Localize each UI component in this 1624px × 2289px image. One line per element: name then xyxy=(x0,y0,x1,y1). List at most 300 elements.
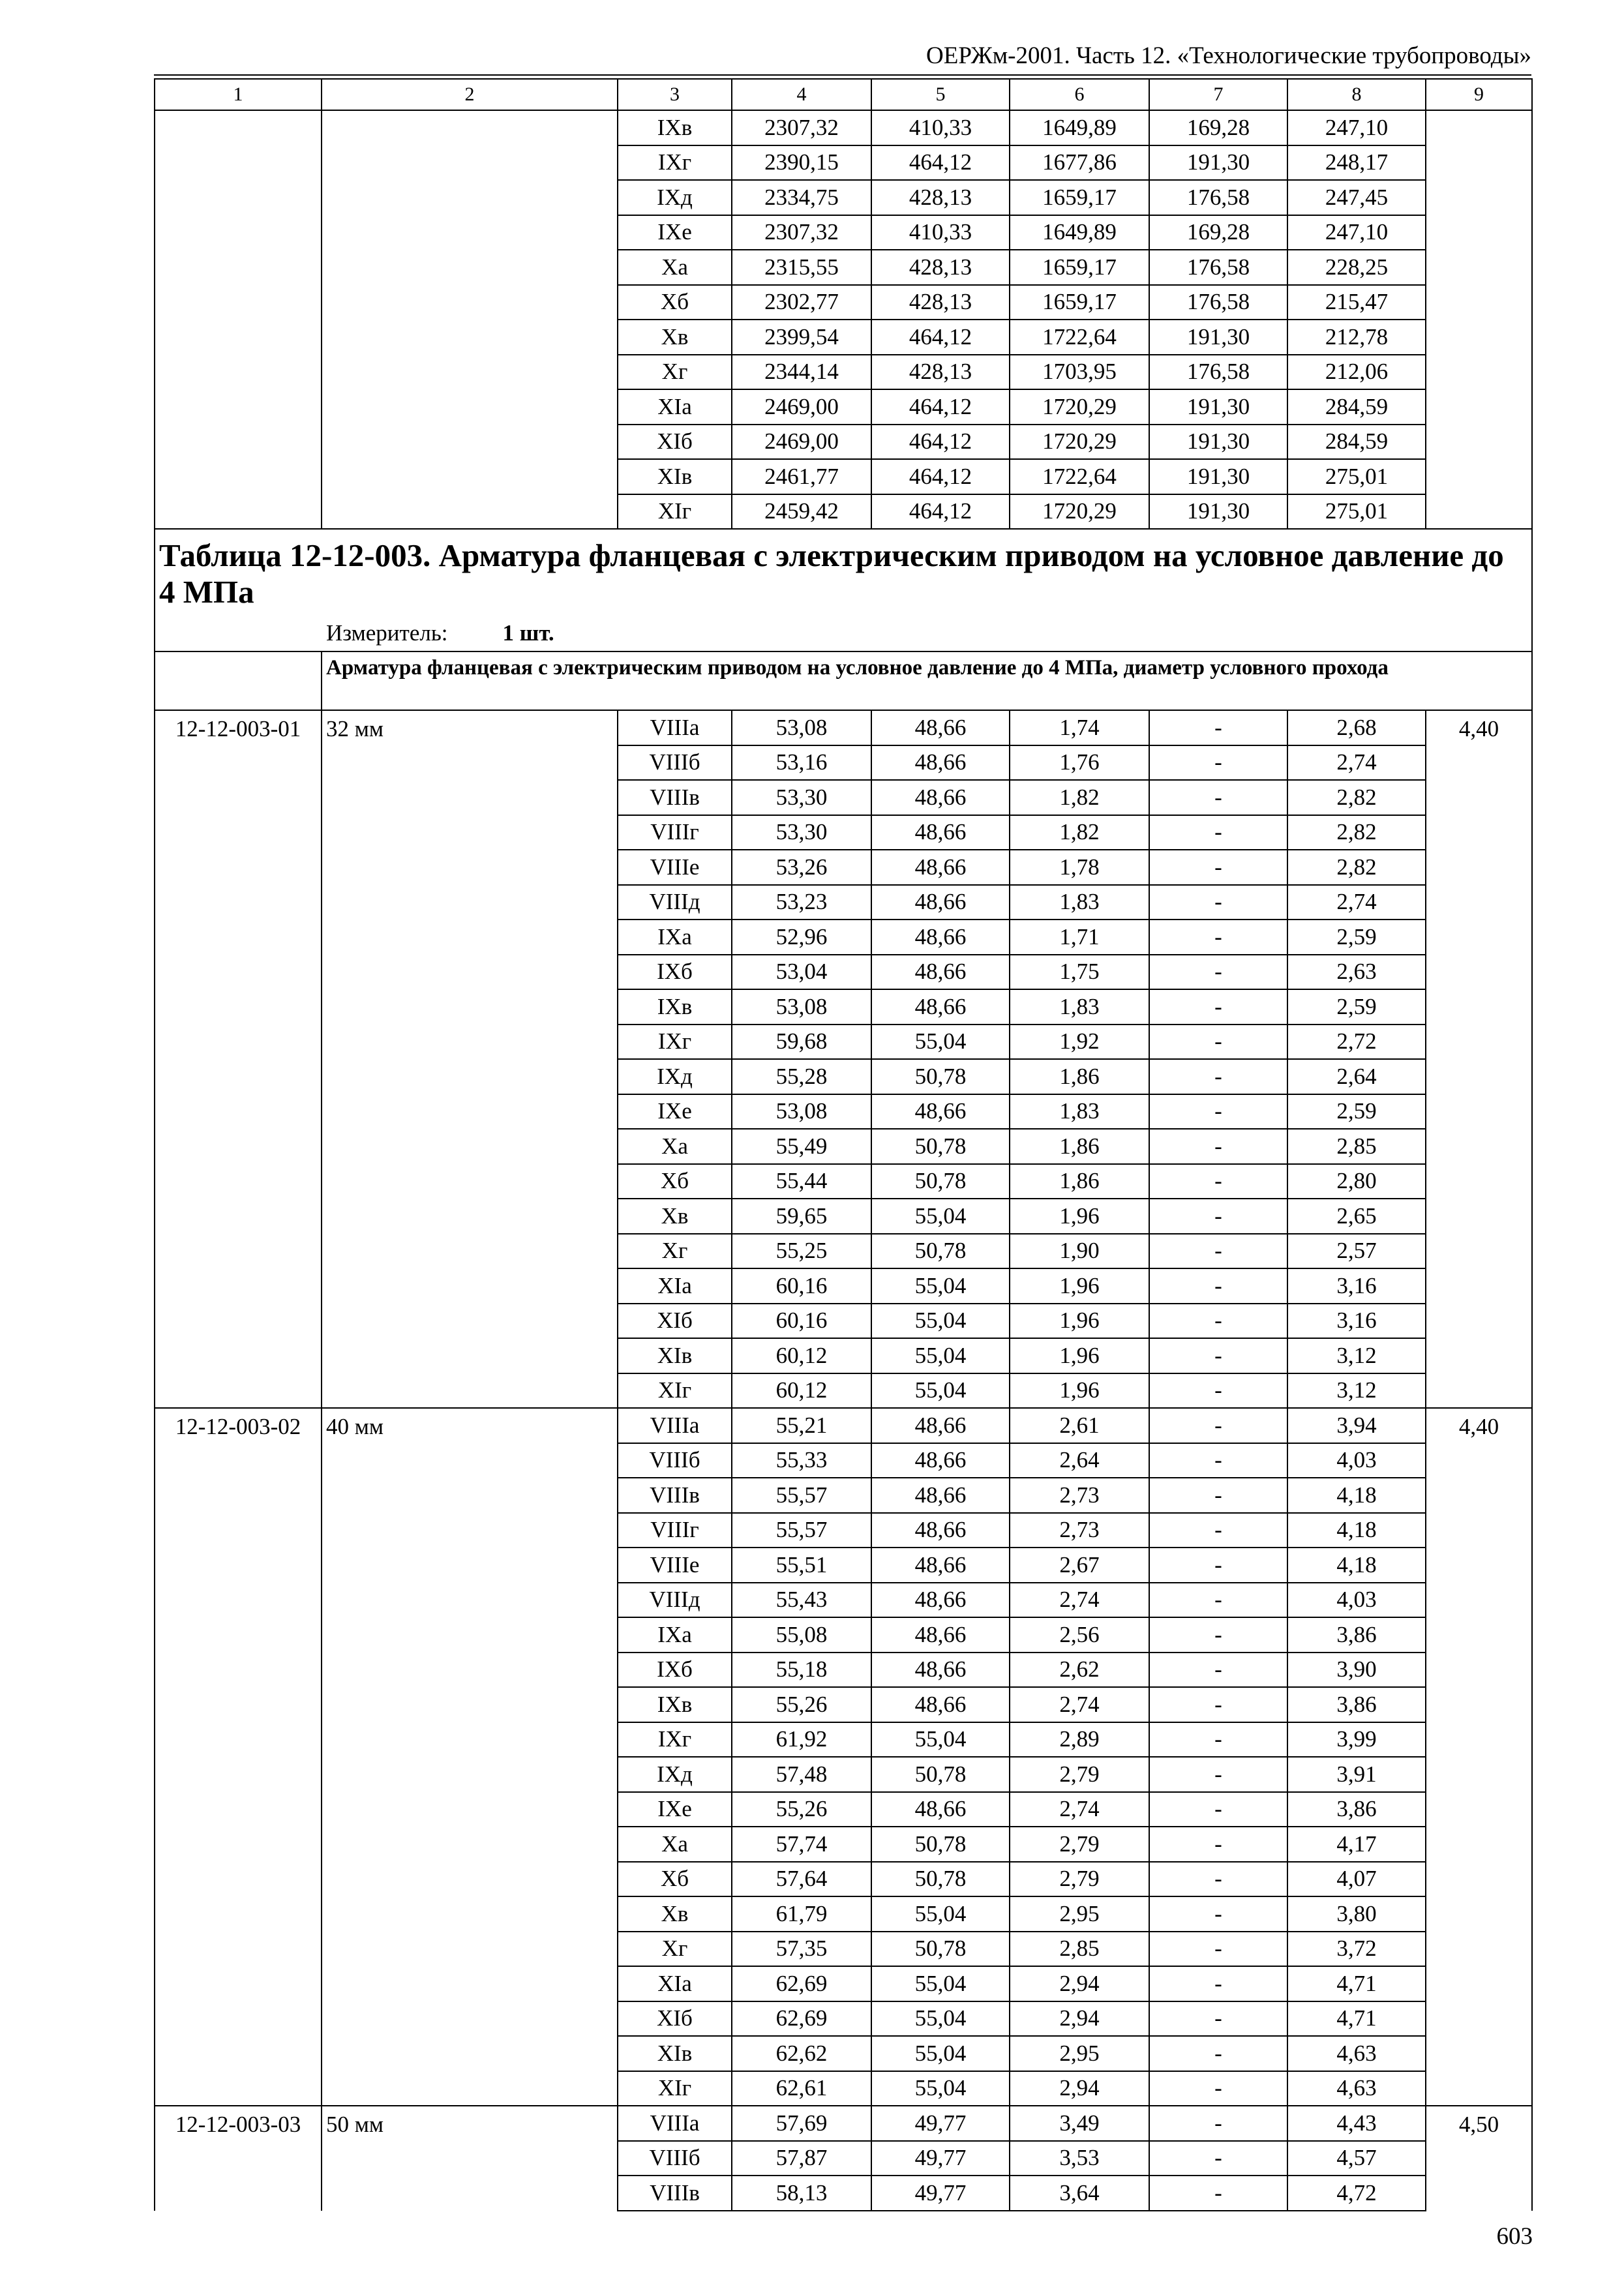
value-cell: 1,92 xyxy=(1010,1025,1149,1060)
value-cell: 2,94 xyxy=(1010,1966,1149,2001)
value-cell: 1,96 xyxy=(1010,1373,1149,1409)
value-cell: 410,33 xyxy=(871,215,1010,250)
value-cell: 3,86 xyxy=(1287,1687,1426,1722)
value-cell: IXе xyxy=(618,1792,732,1827)
value-cell: 50,78 xyxy=(871,1932,1010,1967)
value-cell: 2,63 xyxy=(1287,955,1426,990)
value-cell: - xyxy=(1149,920,1287,955)
value-cell: 2,57 xyxy=(1287,1234,1426,1269)
diameter: 40 мм xyxy=(322,1408,618,2106)
rate-code: 12-12-003-03 xyxy=(155,2106,322,2211)
value-cell: 55,04 xyxy=(871,1966,1010,2001)
value-cell: - xyxy=(1149,1687,1287,1722)
value-cell: 464,12 xyxy=(871,320,1010,355)
value-cell: VIIIд xyxy=(618,885,732,920)
value-cell: - xyxy=(1149,2106,1287,2141)
value-cell: - xyxy=(1149,1583,1287,1618)
value-cell: 247,10 xyxy=(1287,110,1426,145)
value-cell: 2,79 xyxy=(1010,1862,1149,1897)
value-cell: 275,01 xyxy=(1287,459,1426,494)
value-cell: 1,83 xyxy=(1010,1094,1149,1130)
value-cell: 57,35 xyxy=(732,1932,871,1967)
value-cell: 2,74 xyxy=(1010,1583,1149,1618)
value-cell: 2,82 xyxy=(1287,780,1426,815)
value-cell: 2,79 xyxy=(1010,1757,1149,1792)
meter-line xyxy=(159,618,1527,648)
value-cell: 4,71 xyxy=(1287,1966,1426,2001)
value-cell: 4,18 xyxy=(1287,1513,1426,1548)
value-cell: 4,63 xyxy=(1287,2071,1426,2106)
value-cell: 55,04 xyxy=(871,1722,1010,1758)
value-cell: 3,72 xyxy=(1287,1932,1426,1967)
value-cell: 4,03 xyxy=(1287,1443,1426,1478)
value-cell: 50,78 xyxy=(871,1059,1010,1094)
value-cell: 55,26 xyxy=(732,1687,871,1722)
table-heading xyxy=(155,529,1532,651)
value-cell: 55,08 xyxy=(732,1617,871,1653)
value-cell: VIIIа xyxy=(618,2106,732,2141)
value-cell: 191,30 xyxy=(1149,459,1287,494)
value-cell: 1720,29 xyxy=(1010,389,1149,425)
value-cell: - xyxy=(1149,1862,1287,1897)
value-cell: 1,74 xyxy=(1010,710,1149,745)
value-cell: 60,16 xyxy=(732,1268,871,1304)
value-cell: 55,04 xyxy=(871,1338,1010,1373)
value-cell: 4,07 xyxy=(1287,1862,1426,1897)
value-cell: - xyxy=(1149,1896,1287,1932)
value-cell: - xyxy=(1149,1827,1287,1862)
value-cell: 1,96 xyxy=(1010,1199,1149,1234)
value-cell: 48,66 xyxy=(871,1687,1010,1722)
value-cell: VIIIа xyxy=(618,1408,732,1443)
value-cell: 2,67 xyxy=(1010,1548,1149,1583)
value-cell: 3,99 xyxy=(1287,1722,1426,1758)
value-cell: XIг xyxy=(618,2071,732,2106)
value-cell: 3,90 xyxy=(1287,1653,1426,1688)
value-cell: 2,68 xyxy=(1287,710,1426,745)
document-title: ОЕРЖм-2001. Часть 12. «Технологические трубопроводы» xyxy=(926,42,1531,69)
value-cell: - xyxy=(1149,710,1287,745)
value-cell: 52,96 xyxy=(732,920,871,955)
value-cell: IXа xyxy=(618,920,732,955)
value-cell: - xyxy=(1149,1059,1287,1094)
value-cell: 2334,75 xyxy=(732,180,871,215)
value-cell: - xyxy=(1149,1408,1287,1443)
value-cell: 3,86 xyxy=(1287,1617,1426,1653)
value-cell: VIIIб xyxy=(618,745,732,781)
value-cell: 2459,42 xyxy=(732,494,871,530)
value-cell: Xг xyxy=(618,355,732,390)
value-cell: 48,66 xyxy=(871,1617,1010,1653)
value-cell: - xyxy=(1149,1025,1287,1060)
value-cell: 53,08 xyxy=(732,989,871,1025)
value-cell: 57,48 xyxy=(732,1757,871,1792)
value-cell: - xyxy=(1149,2176,1287,2211)
value-cell: 4,18 xyxy=(1287,1548,1426,1583)
value-cell: 60,12 xyxy=(732,1373,871,1409)
value-cell: 1722,64 xyxy=(1010,320,1149,355)
value-cell: 2,95 xyxy=(1010,2036,1149,2071)
description-empty-cell xyxy=(155,651,322,710)
value-cell: 55,25 xyxy=(732,1234,871,1269)
value-cell: 57,64 xyxy=(732,1862,871,1897)
diameter: 32 мм xyxy=(322,710,618,1408)
value-cell: 1,86 xyxy=(1010,1059,1149,1094)
value-cell: 49,77 xyxy=(871,2176,1010,2211)
value-cell: Xг xyxy=(618,1234,732,1269)
table-row xyxy=(155,1408,1532,1443)
value-cell: 57,74 xyxy=(732,1827,871,1862)
column-number: 7 xyxy=(1149,79,1287,110)
value-cell: - xyxy=(1149,1234,1287,1269)
value-cell: 57,69 xyxy=(732,2106,871,2141)
value-cell: - xyxy=(1149,780,1287,815)
value-cell: 1720,29 xyxy=(1010,494,1149,530)
value-cell: VIIIб xyxy=(618,1443,732,1478)
value-cell: 2,74 xyxy=(1287,885,1426,920)
value-cell: 49,77 xyxy=(871,2141,1010,2176)
value-cell: XIа xyxy=(618,389,732,425)
value-cell: 2,73 xyxy=(1010,1478,1149,1513)
value-cell: 1,90 xyxy=(1010,1234,1149,1269)
value-cell: 61,92 xyxy=(732,1722,871,1758)
value-cell: 53,16 xyxy=(732,745,871,781)
value-cell: 50,78 xyxy=(871,1827,1010,1862)
value-cell: - xyxy=(1149,1513,1287,1548)
value-cell: 55,04 xyxy=(871,1304,1010,1339)
value-cell: 57,87 xyxy=(732,2141,871,2176)
value-cell: 191,30 xyxy=(1149,425,1287,460)
value-cell: - xyxy=(1149,989,1287,1025)
value-cell: 62,62 xyxy=(732,2036,871,2071)
value-cell: IXг xyxy=(618,1722,732,1758)
value-cell: 2,72 xyxy=(1287,1025,1426,1060)
value-cell: 48,66 xyxy=(871,1094,1010,1130)
value-cell: 176,58 xyxy=(1149,355,1287,390)
value-cell: 48,66 xyxy=(871,1478,1010,1513)
value-cell: 55,04 xyxy=(871,1025,1010,1060)
value-cell: XIб xyxy=(618,425,732,460)
column-number: 9 xyxy=(1426,79,1532,110)
value-cell: 464,12 xyxy=(871,494,1010,530)
value-cell: XIв xyxy=(618,2036,732,2071)
value-cell: 48,66 xyxy=(871,1513,1010,1548)
value-cell: - xyxy=(1149,1373,1287,1409)
value-cell: 1649,89 xyxy=(1010,110,1149,145)
value-cell: 62,69 xyxy=(732,2001,871,2037)
value-cell: 1,86 xyxy=(1010,1129,1149,1164)
column-number-row xyxy=(155,79,1532,110)
value-cell: IXв xyxy=(618,989,732,1025)
value-cell: 53,30 xyxy=(732,815,871,850)
value-cell: 1722,64 xyxy=(1010,459,1149,494)
value-cell: 428,13 xyxy=(871,355,1010,390)
value-cell: IXе xyxy=(618,1094,732,1130)
value-cell: 2469,00 xyxy=(732,425,871,460)
value-cell: 248,17 xyxy=(1287,145,1426,181)
value-cell: 1,71 xyxy=(1010,920,1149,955)
value-cell: - xyxy=(1149,1653,1287,1688)
value-cell: Xб xyxy=(618,285,732,320)
price-table-body xyxy=(155,79,1532,2211)
value-cell: 2,80 xyxy=(1287,1164,1426,1199)
value-cell: - xyxy=(1149,1199,1287,1234)
value-cell: 48,66 xyxy=(871,1583,1010,1618)
column-number: 8 xyxy=(1287,79,1426,110)
value-cell: - xyxy=(1149,1478,1287,1513)
value-cell: 1,82 xyxy=(1010,780,1149,815)
value-cell: 2399,54 xyxy=(732,320,871,355)
value-cell: 55,04 xyxy=(871,1373,1010,1409)
value-cell: - xyxy=(1149,1443,1287,1478)
value-cell: 48,66 xyxy=(871,745,1010,781)
value-cell: 1,78 xyxy=(1010,850,1149,885)
value-cell: 4,18 xyxy=(1287,1478,1426,1513)
value-cell: 1,75 xyxy=(1010,955,1149,990)
value-cell: 55,49 xyxy=(732,1129,871,1164)
value-cell: 3,12 xyxy=(1287,1373,1426,1409)
value-cell: 4,72 xyxy=(1287,2176,1426,2211)
value-cell: 1,96 xyxy=(1010,1338,1149,1373)
value-cell: 1720,29 xyxy=(1010,425,1149,460)
value-cell: 4,43 xyxy=(1287,2106,1426,2141)
value-cell: 428,13 xyxy=(871,180,1010,215)
value-cell: IXа xyxy=(618,1617,732,1653)
value-cell: 55,51 xyxy=(732,1548,871,1583)
value-cell: 2,82 xyxy=(1287,815,1426,850)
value-cell: 48,66 xyxy=(871,780,1010,815)
value-cell: 3,12 xyxy=(1287,1338,1426,1373)
value-cell: 55,21 xyxy=(732,1408,871,1443)
value-cell: 1703,95 xyxy=(1010,355,1149,390)
value-cell: 53,23 xyxy=(732,885,871,920)
value-cell: - xyxy=(1149,885,1287,920)
value-cell: 61,79 xyxy=(732,1896,871,1932)
value-cell: IXд xyxy=(618,1059,732,1094)
column-number: 5 xyxy=(871,79,1010,110)
value-cell: 1659,17 xyxy=(1010,250,1149,285)
column-number: 2 xyxy=(322,79,618,110)
value-cell: 3,86 xyxy=(1287,1792,1426,1827)
value-cell: XIв xyxy=(618,1338,732,1373)
value-cell: XIг xyxy=(618,494,732,530)
value-cell: 464,12 xyxy=(871,459,1010,494)
value-cell: - xyxy=(1149,1304,1287,1339)
value-cell: 55,43 xyxy=(732,1583,871,1618)
value-cell: XIб xyxy=(618,2001,732,2037)
value-cell: IXб xyxy=(618,955,732,990)
value-cell: 48,66 xyxy=(871,1653,1010,1688)
value-cell: 2,95 xyxy=(1010,1896,1149,1932)
value-cell: 228,25 xyxy=(1287,250,1426,285)
value-cell: 2,65 xyxy=(1287,1199,1426,1234)
value-cell: Xв xyxy=(618,1896,732,1932)
value-cell: 247,45 xyxy=(1287,180,1426,215)
value-cell: - xyxy=(1149,1338,1287,1373)
value-cell: VIIIв xyxy=(618,780,732,815)
value-cell: 2302,77 xyxy=(732,285,871,320)
value-cell: 59,65 xyxy=(732,1199,871,1234)
value-cell: 48,66 xyxy=(871,710,1010,745)
column-number: 6 xyxy=(1010,79,1149,110)
value-cell: VIIIб xyxy=(618,2141,732,2176)
value-cell: 2390,15 xyxy=(732,145,871,181)
value-cell: 60,12 xyxy=(732,1338,871,1373)
value-cell: XIа xyxy=(618,1966,732,2001)
value-cell: VIIIв xyxy=(618,1478,732,1513)
value-cell: 48,66 xyxy=(871,815,1010,850)
value-cell: IXб xyxy=(618,1653,732,1688)
value-cell: 4,17 xyxy=(1287,1827,1426,1862)
value-cell: 1,82 xyxy=(1010,815,1149,850)
value-cell: 4,03 xyxy=(1287,1583,1426,1618)
value-cell: 410,33 xyxy=(871,110,1010,145)
value-cell: 2,82 xyxy=(1287,850,1426,885)
table-heading-row xyxy=(155,529,1532,651)
value-cell: 1,96 xyxy=(1010,1304,1149,1339)
diameter: 50 мм xyxy=(322,2106,618,2211)
meter-value: 1 шт. xyxy=(502,620,554,646)
table-row xyxy=(155,110,1532,145)
column-number: 4 xyxy=(732,79,871,110)
value-cell: - xyxy=(1149,1164,1287,1199)
value-cell: 3,49 xyxy=(1010,2106,1149,2141)
value-cell: VIIIд xyxy=(618,1583,732,1618)
value-cell: 191,30 xyxy=(1149,494,1287,530)
value-cell: 59,68 xyxy=(732,1025,871,1060)
value-cell: - xyxy=(1149,1932,1287,1967)
value-cell: IXд xyxy=(618,180,732,215)
value-cell: 50,78 xyxy=(871,1164,1010,1199)
value-cell: 2,74 xyxy=(1010,1687,1149,1722)
value-cell: IXв xyxy=(618,110,732,145)
value-cell: 2315,55 xyxy=(732,250,871,285)
diameter-cell xyxy=(322,110,618,529)
value-cell: 50,78 xyxy=(871,1862,1010,1897)
value-cell: 464,12 xyxy=(871,145,1010,181)
value-cell: 53,26 xyxy=(732,850,871,885)
value-cell: XIа xyxy=(618,1268,732,1304)
value-cell: 55,04 xyxy=(871,2036,1010,2071)
value-cell: 2,94 xyxy=(1010,2001,1149,2037)
value-cell: 1659,17 xyxy=(1010,285,1149,320)
value-cell: 2,59 xyxy=(1287,920,1426,955)
value-cell: 2,94 xyxy=(1010,2071,1149,2106)
value-cell: - xyxy=(1149,2036,1287,2071)
col9-value: 4,50 xyxy=(1426,2106,1532,2211)
code-cell xyxy=(155,110,322,529)
value-cell: 2,61 xyxy=(1010,1408,1149,1443)
value-cell: Xв xyxy=(618,320,732,355)
value-cell: 3,80 xyxy=(1287,1896,1426,1932)
value-cell: 212,06 xyxy=(1287,355,1426,390)
value-cell: - xyxy=(1149,1094,1287,1130)
value-cell: 2,74 xyxy=(1287,745,1426,781)
value-cell: 1,96 xyxy=(1010,1268,1149,1304)
value-cell: XIв xyxy=(618,459,732,494)
value-cell: 48,66 xyxy=(871,1408,1010,1443)
value-cell: 464,12 xyxy=(871,425,1010,460)
value-cell: 53,04 xyxy=(732,955,871,990)
value-cell: 55,04 xyxy=(871,1268,1010,1304)
value-cell: IXе xyxy=(618,215,732,250)
value-cell: 2344,14 xyxy=(732,355,871,390)
value-cell: 48,66 xyxy=(871,955,1010,990)
value-cell: 55,44 xyxy=(732,1164,871,1199)
column-number: 1 xyxy=(155,79,322,110)
value-cell: 55,33 xyxy=(732,1443,871,1478)
value-cell: 2,85 xyxy=(1010,1932,1149,1967)
table-title: Таблица 12-12-003. Арматура фланцевая с электрическим приводом на условное давление до 4 МПа xyxy=(159,537,1504,610)
value-cell: Xа xyxy=(618,250,732,285)
value-cell: Xг xyxy=(618,1932,732,1967)
value-cell: 55,26 xyxy=(732,1792,871,1827)
value-cell: 2307,32 xyxy=(732,215,871,250)
value-cell: Xб xyxy=(618,1862,732,1897)
value-cell: 191,30 xyxy=(1149,320,1287,355)
value-cell: 1659,17 xyxy=(1010,180,1149,215)
col9-value: 4,40 xyxy=(1426,1408,1532,2106)
value-cell: 169,28 xyxy=(1149,110,1287,145)
value-cell: VIIIе xyxy=(618,850,732,885)
value-cell: 2469,00 xyxy=(732,389,871,425)
value-cell: 2,59 xyxy=(1287,989,1426,1025)
value-cell: 4,71 xyxy=(1287,2001,1426,2037)
value-cell: 176,58 xyxy=(1149,180,1287,215)
value-cell: 2461,77 xyxy=(732,459,871,494)
value-cell: VIIIв xyxy=(618,2176,732,2211)
value-cell: 191,30 xyxy=(1149,145,1287,181)
col9-cell xyxy=(1426,110,1532,529)
value-cell: XIг xyxy=(618,1373,732,1409)
value-cell: 176,58 xyxy=(1149,285,1287,320)
page-header xyxy=(154,38,1531,76)
value-cell: 53,08 xyxy=(732,710,871,745)
value-cell: 2,74 xyxy=(1010,1792,1149,1827)
value-cell: VIIIг xyxy=(618,815,732,850)
value-cell: - xyxy=(1149,745,1287,781)
value-cell: 1,83 xyxy=(1010,885,1149,920)
value-cell: 212,78 xyxy=(1287,320,1426,355)
value-cell: 2307,32 xyxy=(732,110,871,145)
value-cell: Xв xyxy=(618,1199,732,1234)
value-cell: 284,59 xyxy=(1287,425,1426,460)
value-cell: 2,64 xyxy=(1287,1059,1426,1094)
value-cell: 53,08 xyxy=(732,1094,871,1130)
value-cell: 48,66 xyxy=(871,850,1010,885)
value-cell: 60,16 xyxy=(732,1304,871,1339)
value-cell: 55,04 xyxy=(871,1199,1010,1234)
value-cell: 50,78 xyxy=(871,1234,1010,1269)
value-cell: 48,66 xyxy=(871,920,1010,955)
value-cell: 2,59 xyxy=(1287,1094,1426,1130)
rate-code: 12-12-003-02 xyxy=(155,1408,322,2106)
value-cell: 55,57 xyxy=(732,1478,871,1513)
value-cell: - xyxy=(1149,1966,1287,2001)
value-cell: - xyxy=(1149,955,1287,990)
value-cell: 2,73 xyxy=(1010,1513,1149,1548)
value-cell: VIIIг xyxy=(618,1513,732,1548)
value-cell: 1677,86 xyxy=(1010,145,1149,181)
value-cell: 48,66 xyxy=(871,1792,1010,1827)
value-cell: 55,28 xyxy=(732,1059,871,1094)
value-cell: 55,04 xyxy=(871,1896,1010,1932)
value-cell: VIIIе xyxy=(618,1548,732,1583)
value-cell: 4,57 xyxy=(1287,2141,1426,2176)
value-cell: - xyxy=(1149,1548,1287,1583)
value-cell: 58,13 xyxy=(732,2176,871,2211)
table-row xyxy=(155,710,1532,745)
